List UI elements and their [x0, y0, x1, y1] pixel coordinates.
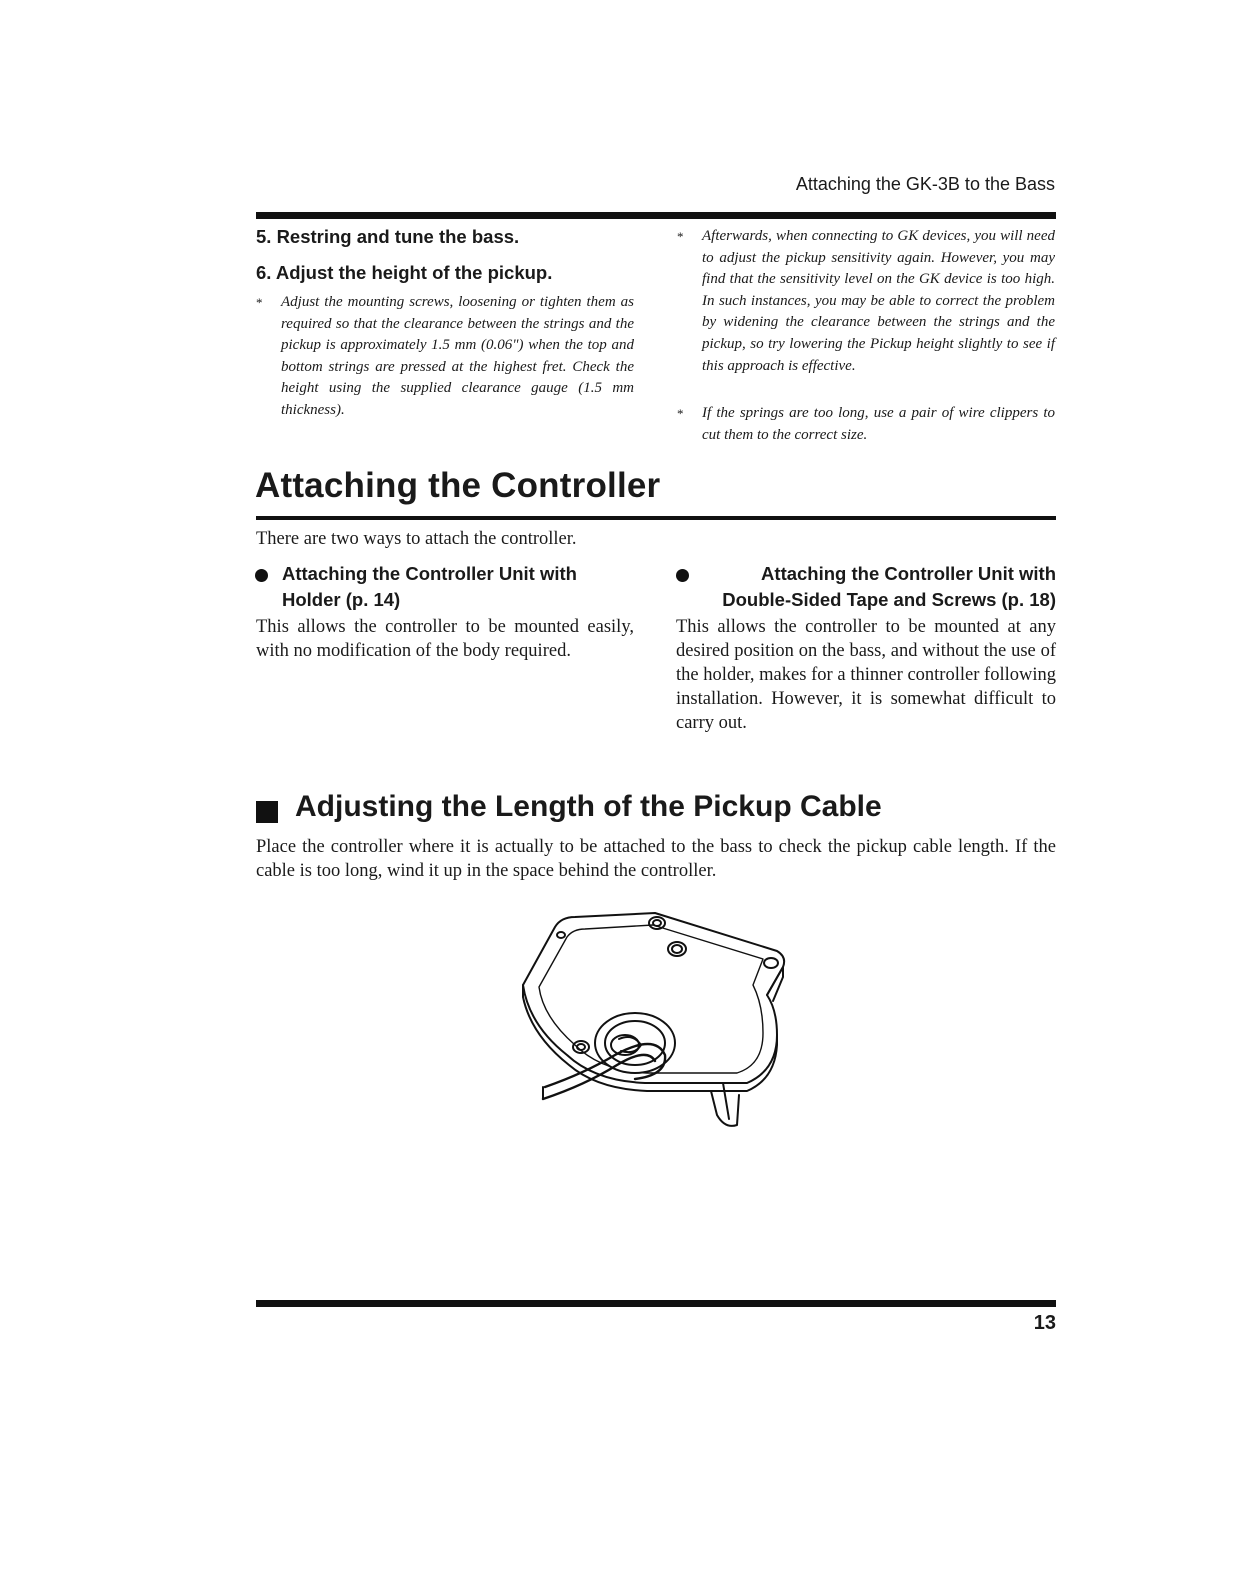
footer-rule [256, 1300, 1056, 1307]
note-asterisk: * [256, 295, 263, 310]
step-6: 6. Adjust the height of the pickup. [256, 262, 553, 283]
controller-cable-illustration [515, 905, 795, 1135]
method-tape [703, 561, 1056, 613]
section-rule [256, 516, 1056, 520]
method-tape-title: Attaching the Controller Unit with Double-Sided Tape and Screws (p. 18) [722, 563, 1056, 610]
header-rule [256, 212, 1056, 219]
note-pickup-clearance [256, 292, 634, 422]
bullet-icon [255, 569, 268, 582]
method-tape-body: This allows the controller to be mounted at any desired position on the bass, and without the use of the holder, makes for a thinner controller following installation. However, it is somewhat difficult to carry out. [676, 617, 1056, 733]
bullet-icon [676, 569, 689, 582]
method-holder-body: This allows the controller to be mounted easily, with no modification of the body required. [256, 617, 634, 661]
page-number: 13 [1033, 1312, 1056, 1334]
note-springs [677, 403, 1055, 446]
heading-square-icon [256, 801, 278, 823]
note-sensitivity [677, 226, 1055, 377]
subsection-body: Place the controller where it is actually to be attached to the bass to check the pickup cable length. If the cable is too long, wind it up in the space behind the controller. [256, 837, 1056, 881]
running-header: Attaching the GK-3B to the Bass [795, 174, 1055, 194]
method-holder-title: Attaching the Controller Unit with Holder (p. 14) [282, 563, 577, 610]
subsection-heading: Adjusting the Length of the Pickup Cable [295, 790, 882, 823]
section-heading: Attaching the Controller [255, 466, 661, 505]
section-intro: There are two ways to attach the controller. [256, 529, 577, 549]
note-springs-text: If the springs are too long, use a pair of wire clippers to cut them to the correct size. [702, 405, 1055, 443]
step-5: 5. Restring and tune the bass. [256, 226, 520, 247]
method-holder [282, 561, 634, 613]
note-asterisk: * [677, 406, 684, 421]
note-pickup-clearance-text: Adjust the mounting screws, loosening or tighten them as required so that the clearance between the strings and the pickup is approximately 1.5 mm (0.06") when the top and bottom strings are pressed at the highest fret. Check the height using the supplied clearance gauge (1.5 mm thickness). [281, 294, 634, 418]
note-sensitivity-text: Afterwards, when connecting to GK devices, you will need to adjust the pickup sensitivity again. However, you may find that the sensitivity level on the GK device is too high. In such instances, you may be able to correct the problem by widening the clearance between the strings and the pickup, so try lowering the Pickup height slightly to see if this approach is effective. [702, 228, 1055, 374]
note-asterisk: * [677, 229, 684, 244]
